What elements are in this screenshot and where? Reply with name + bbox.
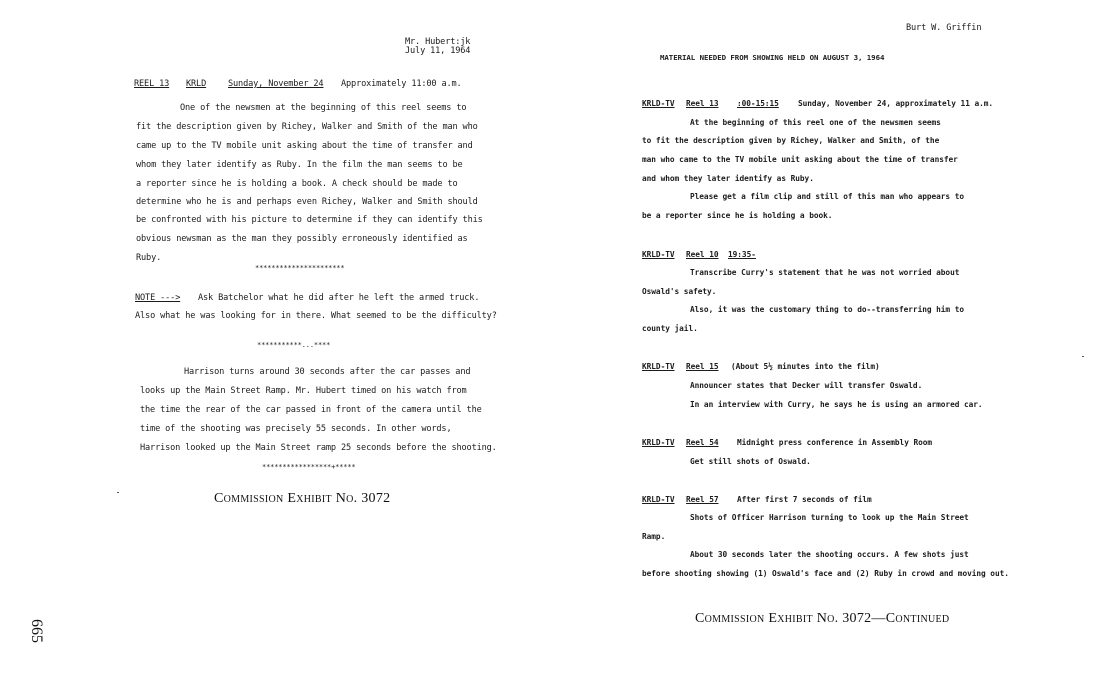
entry-line: man who came to the TV mobile unit asking about the time of transfer xyxy=(642,155,958,164)
entry-line: Ramp. xyxy=(642,532,666,541)
paragraph-line: determine who he is and perhaps even Richey, Walker and Smith should xyxy=(136,197,478,207)
right-memo-page xyxy=(545,0,1094,691)
entry-line: be a reporter since he is holding a book. xyxy=(642,211,833,220)
paragraph-line: One of the newsmen at the beginning of this reel seems to xyxy=(180,103,467,113)
entry-line: Also, it was the customary thing to do--transferring him to xyxy=(690,305,965,314)
entry-reel: Reel 13 xyxy=(686,99,719,108)
entry-line: Oswald's safety. xyxy=(642,287,717,296)
entry-heading-rest: Sunday, November 24, approximately 11 a.m. xyxy=(798,99,994,108)
entry-line: before shooting showing (1) Oswald's face and (2) Ruby in crowd and moving out. xyxy=(642,569,1009,578)
page-number: 665 xyxy=(28,619,45,643)
paragraph-line: the time the rear of the car passed in front of the camera until the xyxy=(140,405,482,415)
memo-author-initials: Mr. Hubert:jk xyxy=(405,37,471,47)
entry-line: At the beginning of this reel one of the newsmen seems xyxy=(690,118,941,127)
entry-station: KRLD-TV xyxy=(642,495,675,504)
entry-line: Get still shots of Oswald. xyxy=(690,457,811,466)
entry-line: About 30 seconds later the shooting occurs. A few shots just xyxy=(690,550,969,559)
entry-line: to fit the description given by Richey, Walker and Smith, of the xyxy=(642,136,940,145)
scan-speck xyxy=(1082,356,1084,357)
memo-author: Burt W. Griffin xyxy=(906,23,982,33)
memo-date: July 11, 1964 xyxy=(405,46,471,56)
exhibit-caption: Commission Exhibit No. 3072—Continued xyxy=(695,611,950,626)
entry-station: KRLD-TV xyxy=(642,99,675,108)
exhibit-caption: Commission Exhibit No. 3072 xyxy=(214,491,391,506)
entry-reel: Reel 57 xyxy=(686,495,719,504)
entry-line: county jail. xyxy=(642,324,698,333)
paragraph-line: Ruby. xyxy=(136,253,162,263)
entry-heading-rest: Midnight press conference in Assembly Room xyxy=(737,438,933,447)
note-line: Also what he was looking for in there. What seemed to be the difficulty? xyxy=(135,311,497,321)
entry-line: Announcer states that Decker will transfer Oswald. xyxy=(690,381,923,390)
entry-station: KRLD-TV xyxy=(642,438,675,447)
entry-timecode: :00-15:15 xyxy=(737,99,779,108)
entry-reel: Reel 15 xyxy=(686,362,719,371)
memo-title: MATERIAL NEEDED FROM SHOWING HELD ON AUGUST 3, 1964 xyxy=(660,53,885,62)
paragraph-line: time of the shooting was precisely 55 seconds. In other words, xyxy=(140,424,452,434)
asterisk-separator: ***********...**** xyxy=(257,341,331,349)
paragraph-line: looks up the Main Street Ramp. Mr. Hubert timed on his watch from xyxy=(140,386,467,396)
entry-reel: Reel 10 xyxy=(686,250,719,259)
entry-heading-rest: After first 7 seconds of film xyxy=(737,495,872,504)
left-memo-page xyxy=(0,0,545,691)
reel-number: REEL 13 xyxy=(134,79,170,89)
reel-time: Approximately 11:00 a.m. xyxy=(341,79,462,89)
asterisk-separator: ********************** xyxy=(255,264,345,272)
scan-speck xyxy=(117,492,119,493)
entry-line: Transcribe Curry's statement that he was not worried about xyxy=(690,268,960,277)
paragraph-line: Harrison turns around 30 seconds after the car passes and xyxy=(184,367,471,377)
entry-heading-rest: (About 5½ minutes into the film) xyxy=(731,362,880,371)
paragraph-line: whom they later identify as Ruby. In the film the man seems to be xyxy=(136,160,463,170)
entry-timecode: 19:35- xyxy=(728,250,756,259)
entry-reel: Reel 54 xyxy=(686,438,719,447)
reel-station: KRLD xyxy=(186,79,207,89)
entry-line: Shots of Officer Harrison turning to look up the Main Street xyxy=(690,513,969,522)
paragraph-line: fit the description given by Richey, Walker and Smith of the man who xyxy=(136,122,478,132)
note-line: Ask Batchelor what he did after he left the armed truck. xyxy=(198,293,480,303)
paragraph-line: obvious newsman as the man they possibly erroneously identified as xyxy=(136,234,468,244)
paragraph-line: came up to the TV mobile unit asking about the time of transfer and xyxy=(136,141,473,151)
note-label: NOTE ---> xyxy=(135,293,181,303)
entry-line: In an interview with Curry, he says he is using an armored car. xyxy=(690,400,983,409)
entry-line: and whom they later identify as Ruby. xyxy=(642,174,814,183)
paragraph-line: be confronted with his picture to determine if they can identify this xyxy=(136,215,483,225)
entry-line: Please get a film clip and still of this man who appears to xyxy=(690,192,965,201)
paragraph-line: a reporter since he is holding a book. A check should be made to xyxy=(136,179,458,189)
entry-station: KRLD-TV xyxy=(642,362,675,371)
reel-date: Sunday, November 24 xyxy=(228,79,324,89)
paragraph-line: Harrison looked up the Main Street ramp 25 seconds before the shooting. xyxy=(140,443,497,453)
asterisk-separator: *****************+***** xyxy=(262,463,356,471)
entry-station: KRLD-TV xyxy=(642,250,675,259)
